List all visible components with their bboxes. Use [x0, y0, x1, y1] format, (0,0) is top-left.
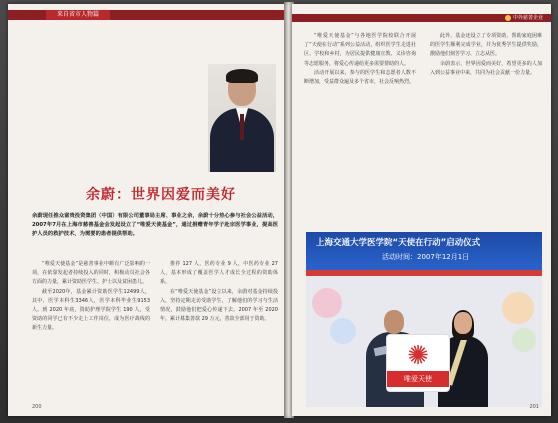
paragraph: “唯爱天使基金”是慈善事业中颇有广泛影响的一项，在依靠发起者持续投入的同时，积极动员社会各方面的力量，累计资助医学生、护士以及贫困患儿。 — [32, 261, 150, 286]
event-banner — [306, 232, 542, 276]
left-header-bar — [8, 10, 285, 20]
left-column-1 — [32, 260, 150, 400]
portrait-tie — [240, 114, 244, 140]
right-header-bar — [292, 14, 551, 22]
logo-board — [386, 334, 450, 392]
paragraph: 余蔚表示，世界因爱而美好，希望更多的人加入到公益事业中来，共同为社会贡献一份力量。 — [430, 60, 542, 76]
article-title: 余蔚：世界因爱而美好 — [86, 187, 236, 203]
right-page — [292, 4, 551, 416]
paragraph: 此外，基金还设立了专项资助，帮助家庭困难的医学生顺利完成学业，并为优秀学生提供奖励，激励他们刻苦学习、立志从医。 — [430, 33, 542, 58]
event-photo — [306, 232, 542, 407]
paragraph: “唯爱天使基金”与各地医学院校联合开展了“天使在行动”系列公益活动，组织医学生走进社区、学校和乡村，为居民提供健康宣教、义诊咨询等志愿服务，将爱心传递给更多需要帮助的人。 — [304, 33, 416, 67]
left-column-2 — [160, 260, 278, 400]
background-balloon — [330, 318, 356, 344]
paragraph: 推荐 127 人，医药专业 9 人，中医药专业 27 人，基本形成了覆盖医学人才成长全过程的资助体系。 — [160, 261, 278, 286]
right-column-1 — [304, 32, 416, 232]
charity-logo-icon: ✺ — [407, 341, 429, 371]
emblem-icon — [505, 15, 511, 21]
portrait-hair — [226, 69, 258, 83]
board-label: 唯爱天使 — [387, 371, 449, 387]
portrait-photo — [208, 64, 276, 172]
background-balloon — [312, 288, 342, 318]
left-section-label: 来自省市人物篇 — [46, 10, 110, 20]
banner-title: 上海交通大学医学院“天使在行动”启动仪式 — [316, 238, 481, 248]
paragraph: 活动开展以来，参与的医学生和志愿者人数不断增加，受益群众遍及多个省市，社会反响热烈。 — [304, 69, 416, 86]
article-intro: 余蔚现任推众富贵投资集团（中国）有限公司董事局主席、事业之余，余蔚十分热心参与社会公益活动，2007年7月在上海市慈善基金会发起设立了“唯爱天使基金”，通过捐赠青年学子赴宗医学事业，提高医护人员的救护技术，为需要的患者提供帮助。 — [32, 213, 278, 237]
page-number-right: 201 — [529, 404, 539, 410]
paragraph: 截至2020年，基金累计资助医学生12499人，其中，医学本科生3346人，医学本科毕业生9153人。到 2020 年底，资助护理学院学生 190 人，受资助的同学已有不少走上工作岗位，成为医疗战线的新生力量。 — [32, 288, 150, 332]
background-balloon — [502, 292, 534, 324]
paragraph: 在“唯爱天使基金”设立以来，余蔚对基金持续投入，坚持定期走访受助学生，了解他们的学习与生活情况，鼓励他们把爱心传递下去。2007 年至 2020 年，累计募集善款 29 万元，善款全部用于资助。 — [160, 288, 278, 323]
banner-date: 活动时间：2007年12月1日 — [382, 253, 470, 261]
banner-strip — [306, 270, 542, 276]
background-balloon — [512, 328, 536, 352]
right-section-label: 中外慈善企业 — [483, 14, 543, 22]
page-number-left: 200 — [32, 404, 42, 410]
right-column-2 — [430, 32, 542, 232]
left-page — [8, 4, 285, 416]
